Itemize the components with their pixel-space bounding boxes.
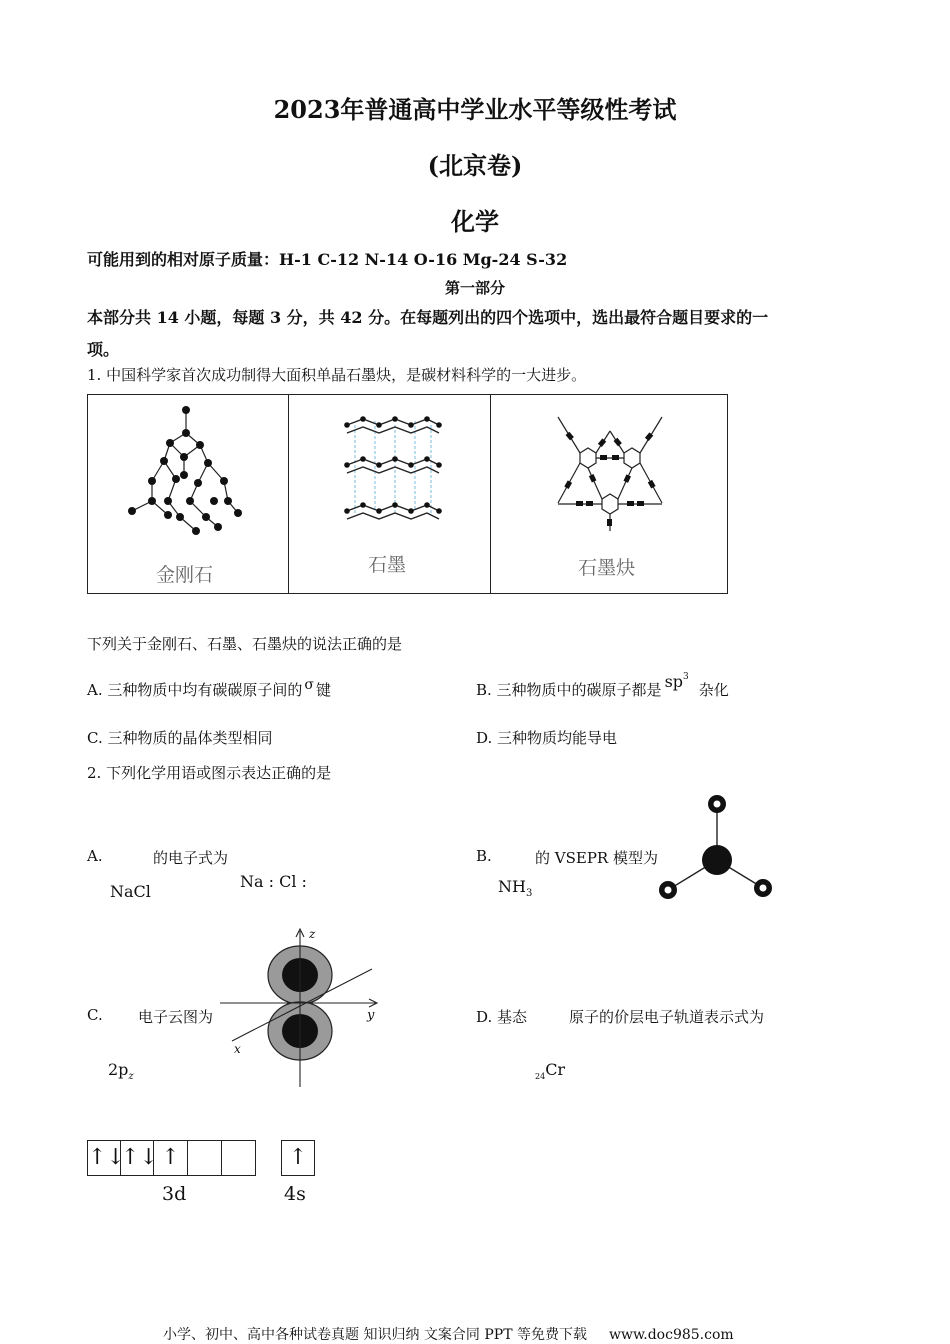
exam-subtitle: (北京卷) [427,151,523,180]
q2-stem: 2. 下列化学用语或图示表达正确的是 [87,764,332,782]
q2-option-d-formula: $_{24}$Cr [535,1060,566,1082]
orbital-box: ↑↓ [120,1140,154,1176]
q2-option-c-text: 电子云图为 [138,1008,214,1026]
orbital-box: ↑ [153,1140,188,1176]
q1-option-d: D. 三种物质均能导电 [476,729,618,747]
q1-option-a: A. 三种物质中均有碳碳原子间的 σ 键 [87,677,331,699]
electron-cloud-icon [218,925,383,1087]
part-instructions-cont: 项。 [87,340,120,359]
q2-option-b-text: 的 VSEPR 模型为 [535,849,658,867]
q2-option-d-text: 原子的价层电子轨道表示式为 [569,1008,765,1026]
orbital-3d-label: 3d [162,1183,187,1205]
q2-option-a-label: A. [87,847,103,865]
orbital-3d [87,1140,257,1176]
label-graphdiyne: 石墨炔 [578,557,636,579]
q2-option-c-formula: $2p_z$ [108,1060,134,1083]
axis-y-label: y [367,1008,375,1023]
part-heading: 第一部分 [444,279,505,297]
graphite-structure-icon [343,411,443,531]
subject-title: 化学 [451,207,499,236]
orbital-box [187,1140,222,1176]
carbon-allotropes-figure [87,394,728,594]
q1-stem: 1. 中国科学家首次成功制得大面积单晶石墨炔，是碳材料科学的一大进步。 [87,366,587,384]
exam-title: 2023年普通高中学业水平等级性考试 [273,95,677,124]
q2-option-d-label: D. 基态 [476,1008,528,1026]
q1-question: 下列关于金刚石、石墨、石墨炔的说法正确的是 [87,635,403,653]
q2-option-c-label: C. [87,1006,103,1024]
orbital-box: ↑↓ [87,1140,121,1176]
label-graphite: 石墨 [368,554,407,576]
label-diamond: 金刚石 [156,564,214,586]
diamond-structure-icon [128,405,258,535]
q2-option-a-formula: NaCl [110,882,151,901]
atomic-masses: 可能用到的相对原子质量：H-1 C-12 N-14 O-16 Mg-24 S-32 [87,250,568,269]
q1-option-b: B. 三种物质中的碳原子都是 $sp^3$杂化 [476,672,729,699]
q2-option-b-formula: $NH_3$ [498,877,533,900]
axis-x-label: x [234,1042,241,1056]
q2-option-a-text: 的电子式为 [153,849,229,867]
footer-text: 小学、初中、高中各种试卷真题 知识归纳 文案合同 PPT 等免费下载 www.doc985.com [163,1327,734,1343]
vsepr-model-icon [655,792,780,904]
orbital-4s [281,1140,315,1176]
graphdiyne-structure-icon [550,407,670,532]
orbital-box: ↑ [281,1140,315,1176]
axis-z-label: z [309,927,316,941]
part-instructions: 本部分共 14 小题，每题 3 分，共 42 分。在每题列出的四个选项中，选出最符合题目要求的一 [87,308,769,327]
footer-link[interactable]: www.doc985.com [608,1327,734,1343]
q1-option-c: C. 三种物质的晶体类型相同 [87,729,273,747]
q2-option-b-label: B. [476,847,492,865]
q2-option-a-lewis: Na : Cl : [240,872,307,891]
orbital-box [221,1140,256,1176]
orbital-4s-label: 4s [284,1183,306,1205]
